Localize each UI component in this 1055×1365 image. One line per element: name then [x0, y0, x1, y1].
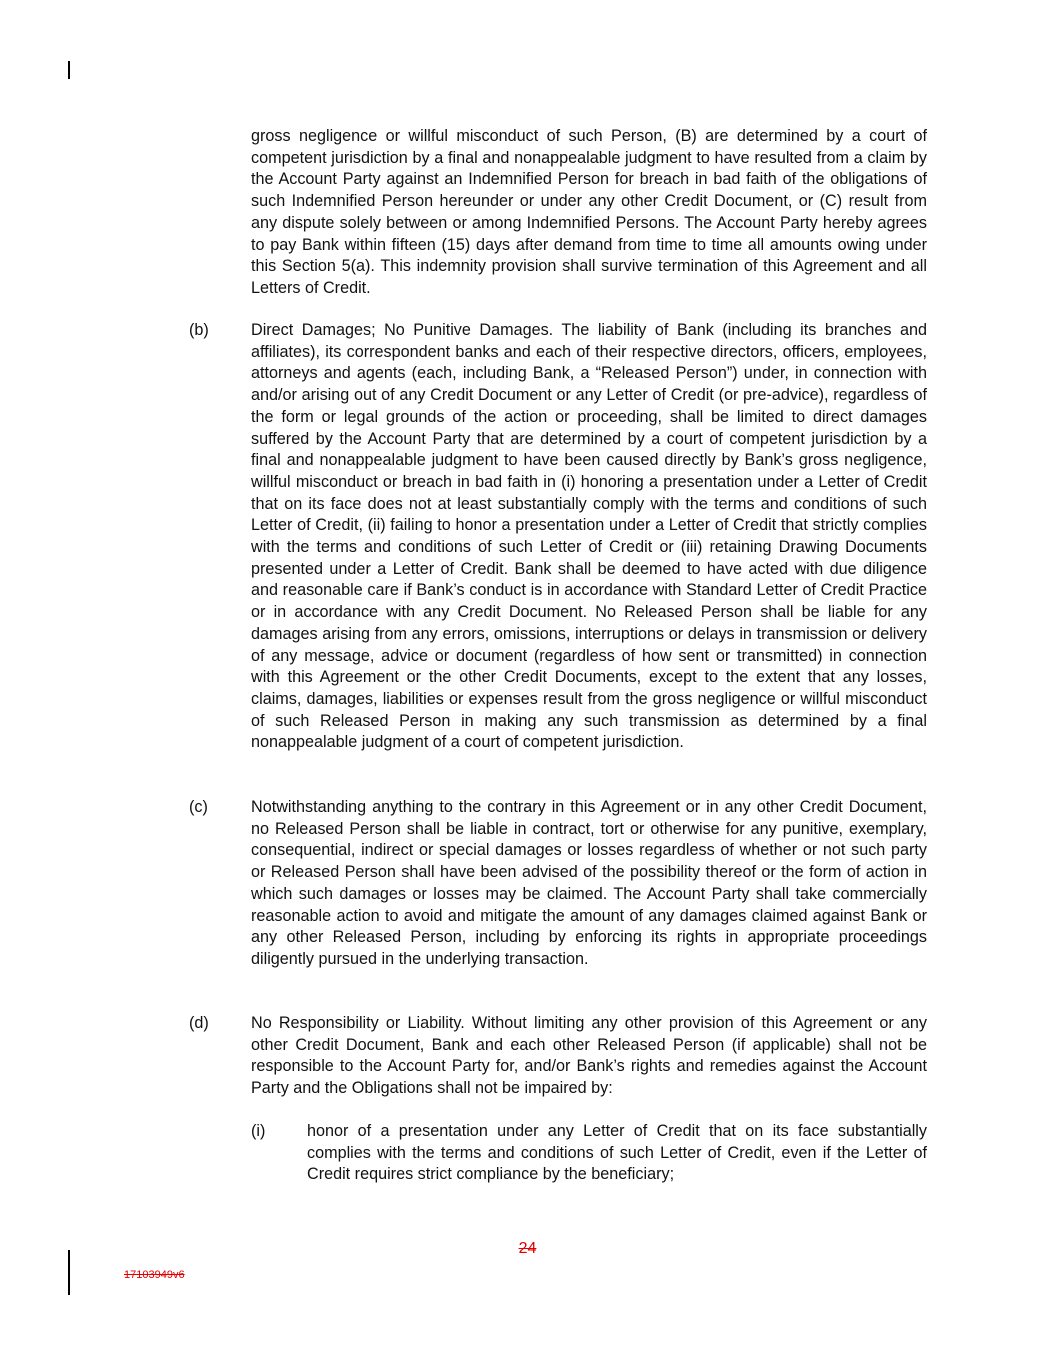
section-b-label: (b)	[189, 321, 209, 339]
section-d-text: No Responsibility or Liability. Without limiting any other provision of this Agreement or any other Credit Document, Bank and each other Released Person (if applicable) shall not be responsible to the Account Party for, and/or Bank’s rights and remedies against the Account Party and the Obligations shall not be impaired by:	[251, 1014, 927, 1098]
subsection-i-label: (i)	[251, 1122, 266, 1140]
subsection-i-text: honor of a presentation under any Letter of Credit that on its face substantially complies with the terms and conditions of such Letter of Credit, even if the Letter of Credit requires strict compliance by the beneficiary;	[307, 1122, 927, 1184]
section-b-text: Direct Damages; No Punitive Damages. The liability of Bank (including its branches and affiliates), its correspondent banks and each of their respective directors, officers, employees, attorneys and agents (each, including Bank, a “Released Person”) under, in connection with and/or arising out of any Credit Document or any Letter of Credit (or pre-advice), regardless of the form or legal grounds of the action or proceeding, shall be limited to direct damages suffered by the Account Party that are determined by a court of competent jurisdiction by a final and nonappealable judgment to have been caused directly by Bank’s gross negligence, willful misconduct or breach in bad faith in (i) honoring a presentation under a Letter of Credit that on its face does not at least substantially comply with the terms and conditions of such Letter of Credit, (ii) failing to honor a presentation under a Letter of Credit that strictly complies with the terms and conditions of such Letter of Credit or (iii) retaining Drawing Documents presented under a Letter of Credit. Bank shall be deemed to have acted with due diligence and reasonable care if Bank’s conduct is in accordance with Standard Letter of Credit Practice or in accordance with any Credit Document. No Released Person shall be liable for any damages arising from any errors, omissions, interruptions or delays in transmission or delivery of any message, advice or document (regardless of how sent or transmitted) in connection with this Agreement or the other Credit Documents, except to the extent that any losses, claims, damages, liabilities or expenses result from the gross negligence or willful misconduct of such Released Person in making any such transmission as determined by a final nonappealable judgment of a court of competent jurisdiction.	[251, 321, 927, 752]
intro-paragraph: gross negligence or willful misconduct of such Person, (B) are determined by a court of competent jurisdiction by a final and nonappealable judgment to have resulted from a claim by the Account Party against an Indemnified Person for breach in bad faith of the obligations of such Indemnified Person hereunder or under any other Credit Document, or (C) result from any dispute solely between or among Indemnified Persons. The Account Party hereby agrees to pay Bank within fifteen (15) days after demand from time to time all amounts owing under this Section 5(a). This indemnity provision shall survive termination of this Agreement and all Letters of Credit.	[251, 127, 927, 297]
section-d-label: (d)	[189, 1014, 209, 1032]
page-number: 24	[518, 1240, 537, 1257]
section-c-label: (c)	[189, 798, 208, 816]
section-c-text: Notwithstanding anything to the contrary in this Agreement or in any other Credit Document, no Released Person shall be liable in contract, tort or otherwise for any punitive, exemplary, consequential, indirect or special damages or losses regardless of whether or not such party or Released Person shall have been advised of the possibility thereof or the form of action in which such damages or losses may be claimed. The Account Party shall take commercially reasonable action to avoid and mitigate the amount of any damages claimed against Bank or any other Released Person, including by enforcing its rights in appropriate proceedings diligently pursued in the underlying transaction.	[251, 798, 927, 968]
change-bar-top	[68, 61, 70, 79]
document-id: 17103949v6	[124, 1269, 185, 1281]
